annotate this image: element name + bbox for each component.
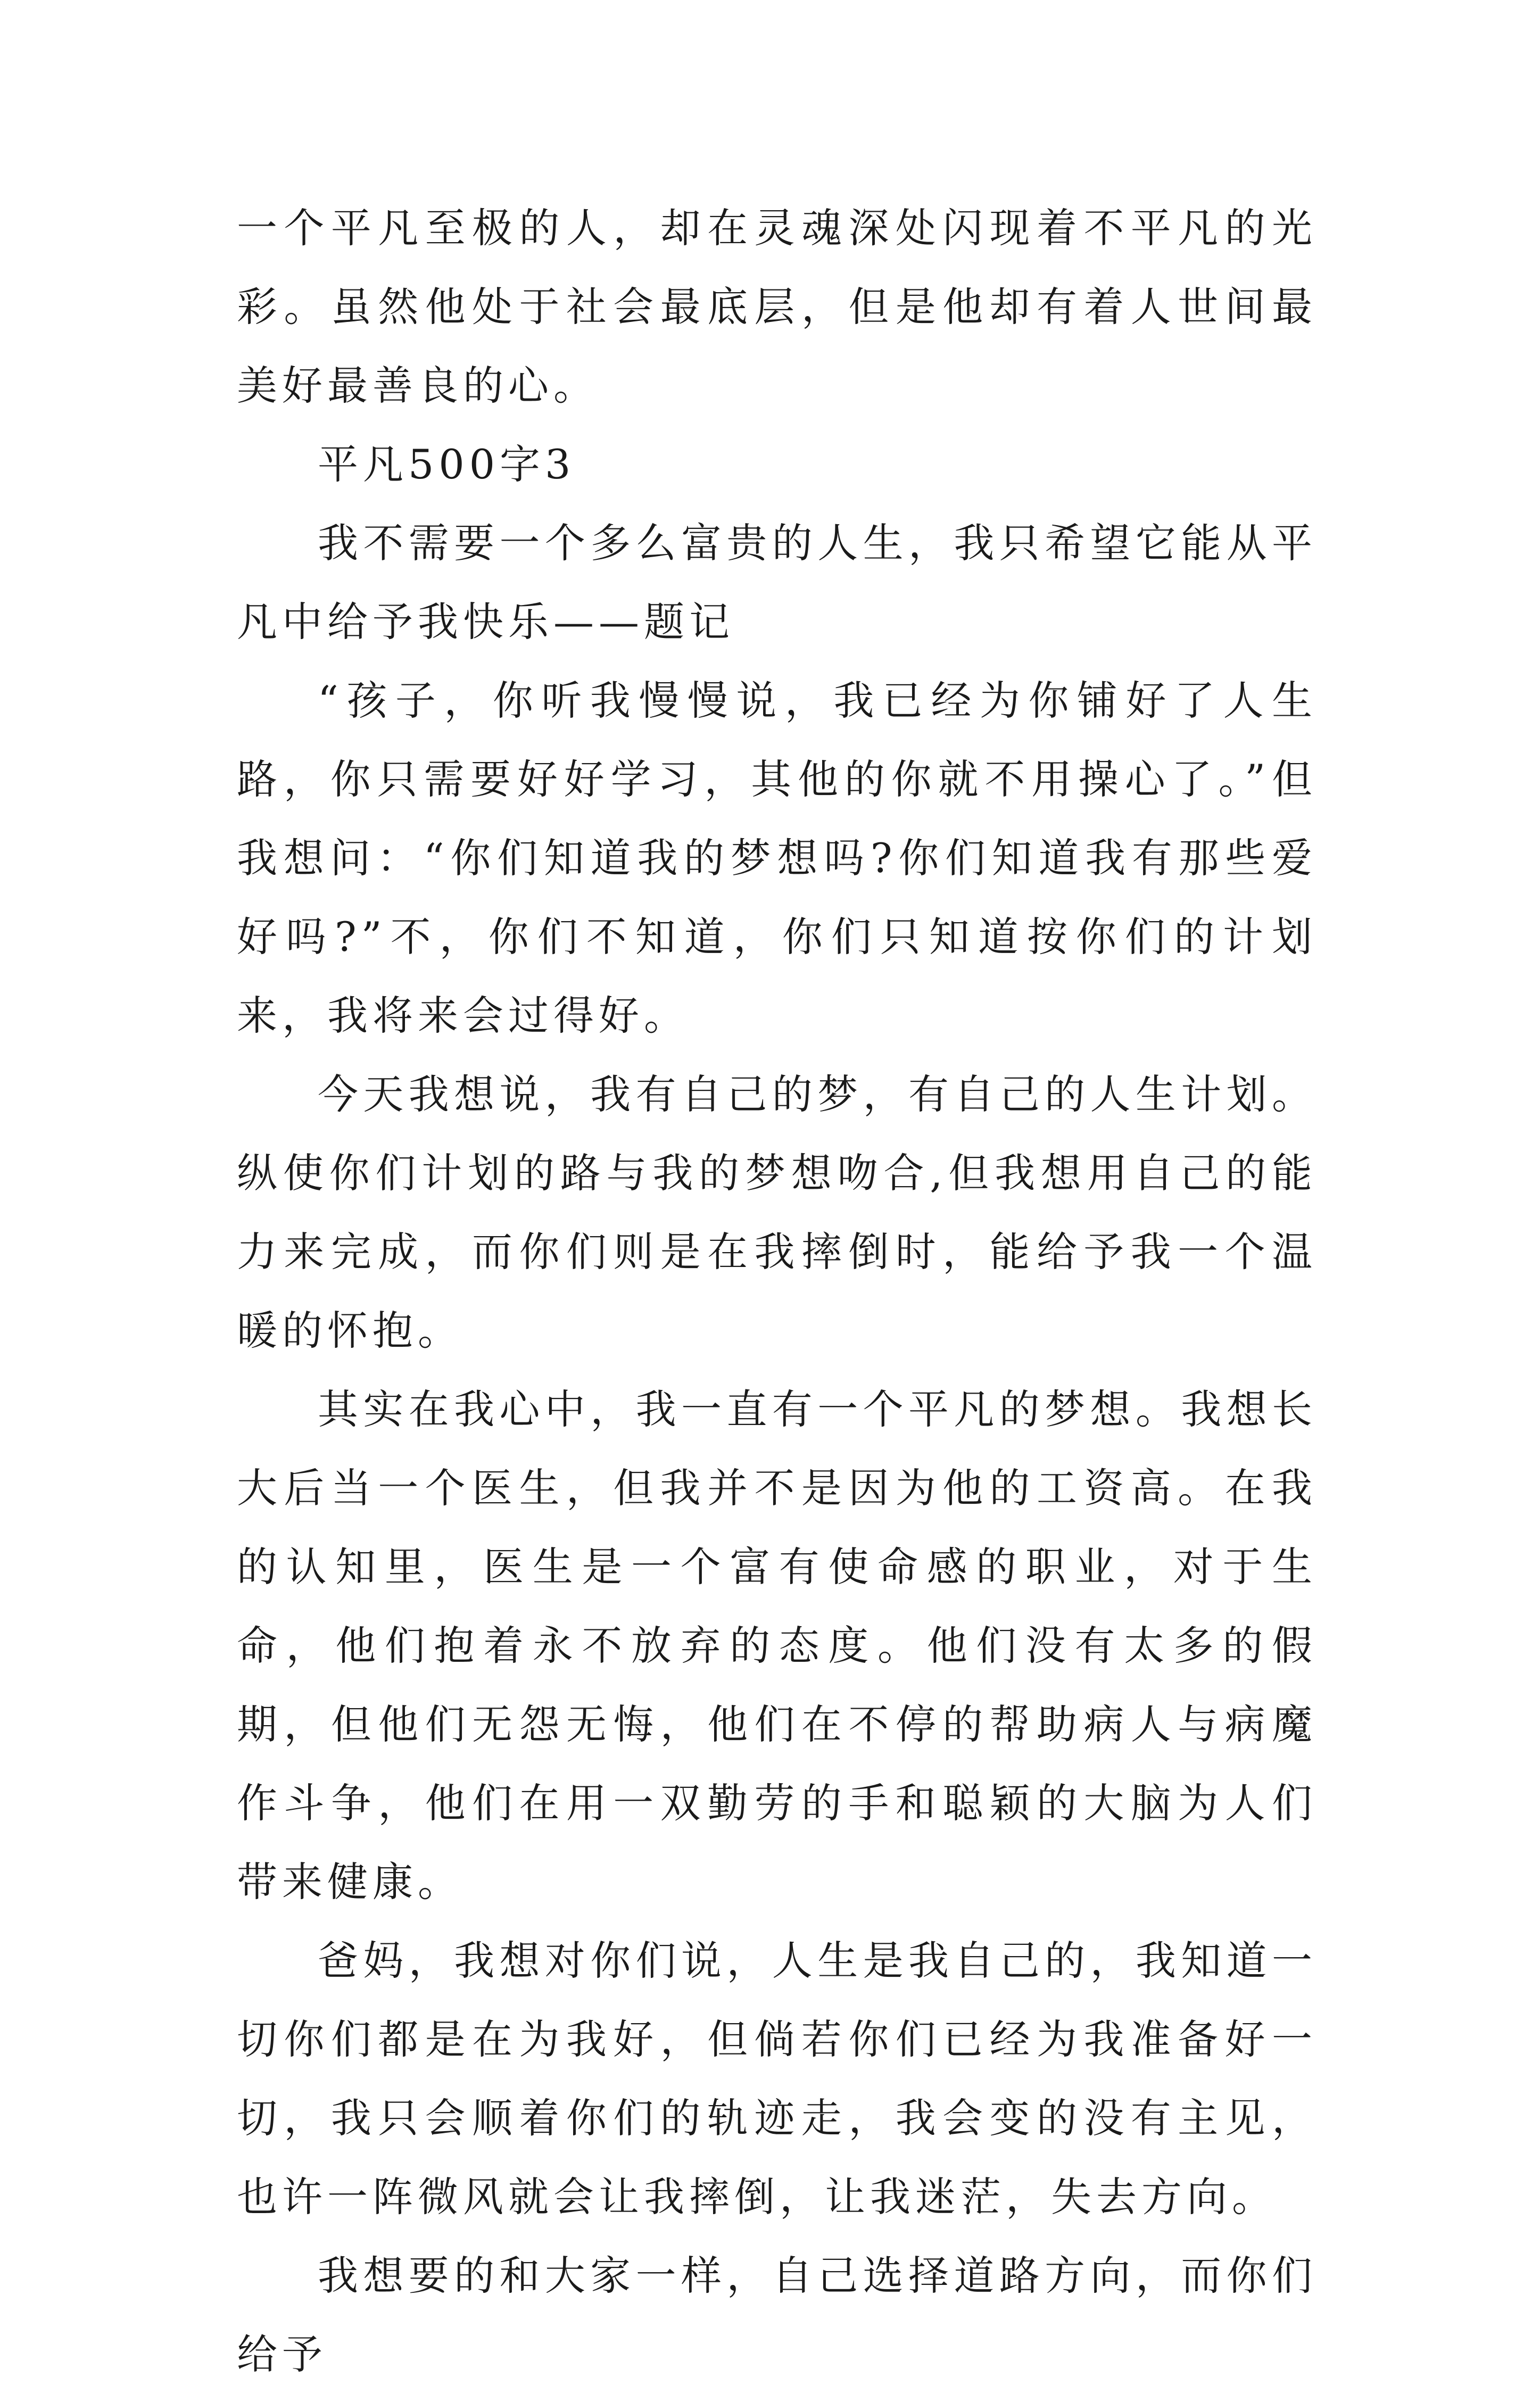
paragraph-4: 今天我想说，我有自己的梦，有自己的人生计划。纵使你们计划的路与我的梦想吻合,但我想用自己的能力来完成，而你们则是在我摔倒时，能给予我一个温暖的怀抱。 bbox=[237, 1071, 1317, 1354]
paragraph-7: 我想要的和大家一样，自己选择道路方向，而你们给予 bbox=[237, 2252, 1317, 2378]
paragraph-1: 一个平凡至极的人，却在灵魂深处闪现着不平凡的光彩。虽然他处于社会最底层，但是他却有着人世间最美好最善良的心。 bbox=[237, 204, 1317, 409]
paragraph-epigraph: 我不需要一个多么富贵的人生，我只希望它能从平凡中给予我快乐——题记 bbox=[237, 519, 1317, 645]
section-heading: 平凡500字3 bbox=[318, 441, 576, 488]
paragraph-6: 爸妈，我想对你们说，人生是我自己的，我知道一切你们都是在为我好，但倘若你们已经为我准备好一切，我只会顺着你们的轨迹走，我会变的没有主见，也许一阵微风就会让我摔倒，让我迷茫，失去方向。 bbox=[237, 1937, 1317, 2221]
paragraph-3: “孩子，你听我慢慢说，我已经为你铺好了人生路，你只需要好好学习，其他的你就不用操心了。”但我想问：“你们知道我的梦想吗?你们知道我有那些爱好吗?”不，你们不知道，你们只知道按你们的计划来，我将来会过得好。 bbox=[237, 677, 1317, 1039]
document-body bbox=[237, 189, 1317, 2394]
paragraph-5: 其实在我心中，我一直有一个平凡的梦想。我想长大后当一个医生，但我并不是因为他的工资高。在我的认知里，医生是一个富有使命感的职业，对于生命，他们抱着永不放弃的态度。他们没有太多的假期，但他们无怨无悔，他们在不停的帮助病人与病魔作斗争，他们在用一双勤劳的手和聪颖的大脑为人们带来健康。 bbox=[237, 1386, 1317, 1906]
